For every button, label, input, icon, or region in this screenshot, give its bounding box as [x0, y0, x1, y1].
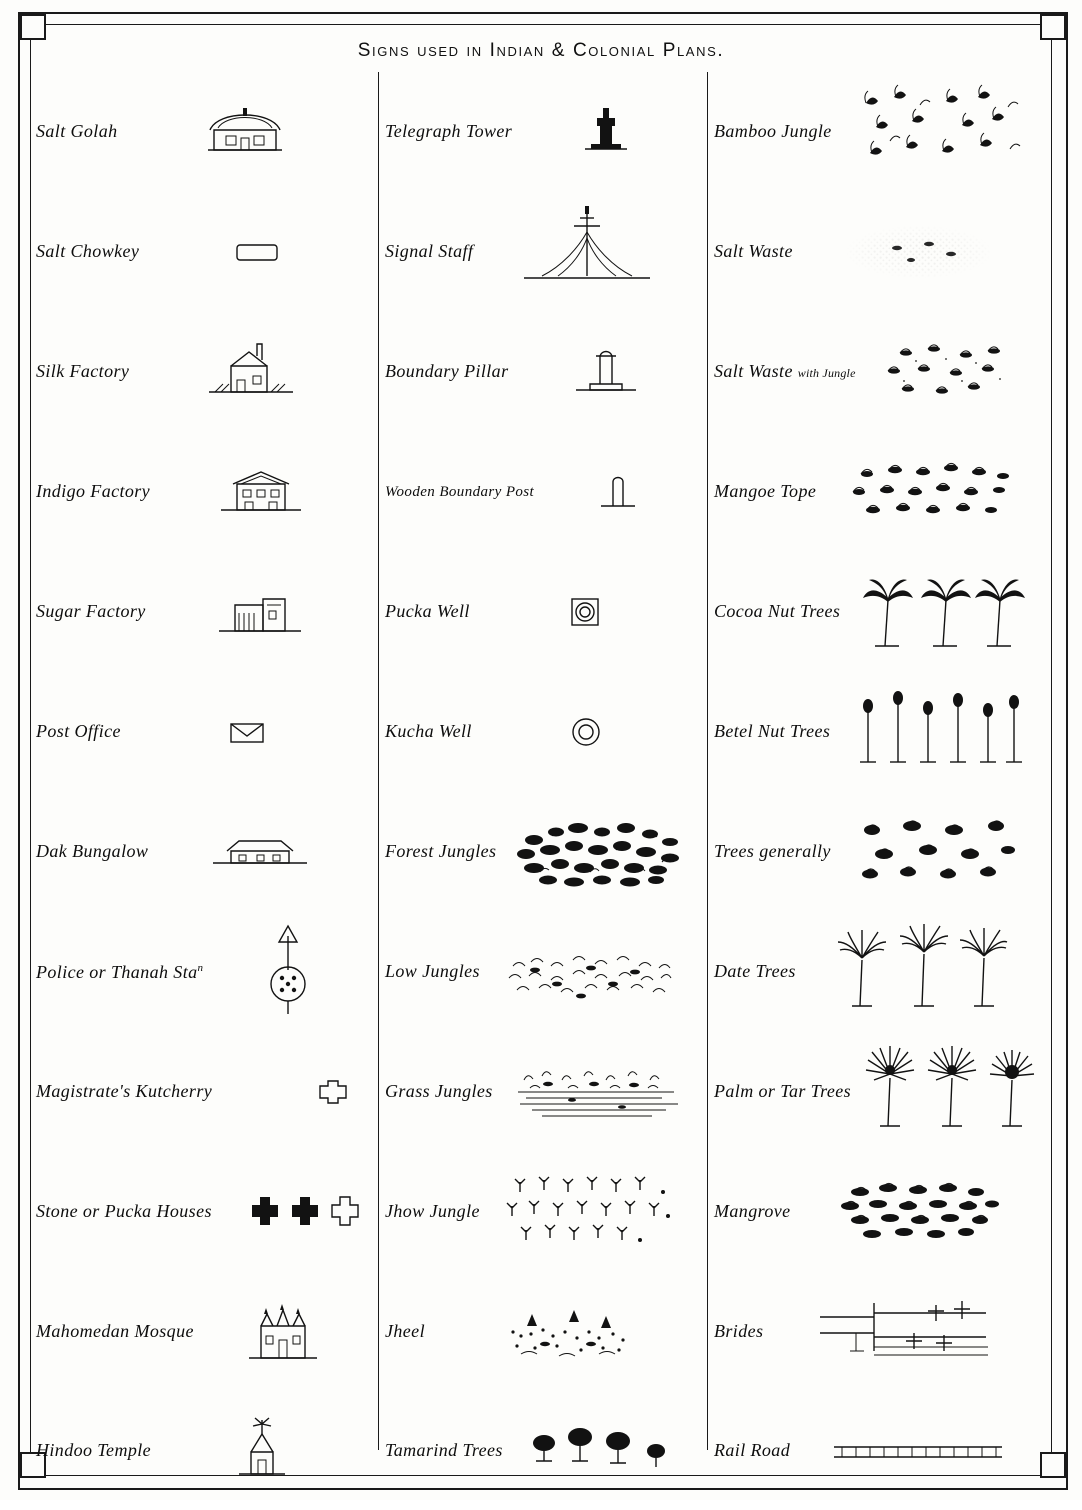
legend-row-betel-nut-trees: [708, 672, 1050, 792]
legend-label: Sugar Factory: [36, 601, 146, 622]
legend-label: Mangrove: [714, 1201, 791, 1222]
legend-row-post-office: [30, 672, 378, 792]
betel-nut-trees-icon: [830, 672, 1044, 792]
magistrates-kutcherry-cross-icon: [212, 1032, 372, 1152]
legend-row-mahomedan-mosque: [30, 1272, 378, 1392]
silk-factory-building-icon: [129, 312, 372, 432]
wooden-boundary-post-icon: [534, 432, 701, 552]
legend-label: Date Trees: [714, 961, 796, 982]
legend-label: Cocoa Nut Trees: [714, 601, 841, 622]
trees-generally-icon: [831, 792, 1044, 912]
legend-row-signal-staff: [379, 192, 707, 312]
legend-label: Silk Factory: [36, 361, 130, 382]
legend-label: Jhow Jungle: [385, 1201, 480, 1222]
jhow-jungle-tufts-icon: [480, 1152, 701, 1272]
salt-golah-hut-icon: [118, 72, 372, 192]
salt-waste-with-jungle-icon: [856, 312, 1044, 432]
legend-row-rail-road: [708, 1392, 1050, 1510]
legend-label: Rail Road: [714, 1440, 791, 1461]
legend-row-salt-waste: [708, 192, 1050, 312]
legend-row-boundary-pillar: [379, 312, 707, 432]
corner-mark-top-right: [1040, 14, 1066, 40]
legend-label: Tamarind Trees: [385, 1440, 503, 1461]
legend-row-tamarind-trees: [379, 1392, 707, 1510]
legend-row-salt-golah: [30, 72, 378, 192]
legend-row-salt-waste-with-jungle: [708, 312, 1050, 432]
legend-row-mangrove: [708, 1152, 1050, 1272]
bamboo-jungle-icon: [832, 72, 1044, 192]
corner-mark-top-left: [20, 14, 46, 40]
legend-row-salt-chowkey: [30, 192, 378, 312]
legend-row-palm-or-tar-trees: [708, 1032, 1050, 1152]
stone-pucka-houses-crosses-icon: [212, 1152, 372, 1272]
boundary-pillar-icon: [509, 312, 702, 432]
legend-label: Brides: [714, 1321, 764, 1342]
legend-label: Mahomedan Mosque: [36, 1321, 194, 1342]
police-station-disc-flag-icon: [203, 912, 372, 1032]
legend-label: Bamboo Jungle: [714, 121, 832, 142]
legend-row-wooden-boundary-post: [379, 432, 707, 552]
legend-row-police-station: [30, 912, 378, 1032]
legend-row-bamboo-jungle: [708, 72, 1050, 192]
legend-label: Police or Thanah Sta$^n$: [36, 961, 204, 982]
legend-row-dak-bungalow: [30, 792, 378, 912]
kucha-well-circle-icon: [472, 672, 701, 792]
legend-row-grass-jungles: [379, 1032, 707, 1152]
legend-label: Hindoo Temple: [36, 1440, 152, 1461]
legend-column-1: [30, 72, 378, 1461]
grass-jungle-patch-icon: [493, 1032, 701, 1152]
bridge-icon: [763, 1272, 1044, 1392]
forest-jungle-patch-icon: [496, 792, 701, 912]
legend-label: Palm or Tar Trees: [714, 1081, 852, 1102]
legend-row-telegraph-tower: [379, 72, 707, 192]
legend-row-kucha-well: [379, 672, 707, 792]
legend-table: [30, 72, 1050, 1461]
legend-label: Dak Bungalow: [36, 841, 149, 862]
sugar-factory-building-icon: [146, 552, 372, 672]
legend-label: Salt Waste with Jungle: [714, 361, 856, 382]
legend-label: Kucha Well: [385, 721, 472, 742]
legend-label: Salt Chowkey: [36, 241, 140, 262]
legend-row-stone-pucka-houses: [30, 1152, 378, 1272]
hindoo-temple-icon: [151, 1392, 372, 1510]
legend-row-low-jungles: [379, 912, 707, 1032]
legend-row-pucka-well: [379, 552, 707, 672]
legend-label: Salt Golah: [36, 121, 118, 142]
legend-row-mangoe-tope: [708, 432, 1050, 552]
legend-label: Forest Jungles: [385, 841, 497, 862]
legend-label: Wooden Boundary Post: [385, 483, 535, 500]
low-jungle-patch-icon: [480, 912, 701, 1032]
legend-row-cocoa-nut-trees: [708, 552, 1050, 672]
legend-row-trees-generally: [708, 792, 1050, 912]
legend-label: Magistrate's Kutcherry: [36, 1081, 213, 1102]
legend-row-silk-factory: [30, 312, 378, 432]
legend-label: Mangoe Tope: [714, 481, 817, 502]
date-trees-icon: [796, 912, 1044, 1032]
legend-row-sugar-factory: [30, 552, 378, 672]
legend-label: Jheel: [385, 1321, 425, 1342]
legend-label: Salt Waste: [714, 241, 793, 262]
legend-label: Trees generally: [714, 841, 831, 862]
legend-label: Post Office: [36, 721, 121, 742]
pucka-well-square-circle-icon: [470, 552, 701, 672]
legend-row-brides: [708, 1272, 1050, 1392]
legend-row-forest-jungles: [379, 792, 707, 912]
legend-row-hindoo-temple: [30, 1392, 378, 1510]
legend-column-3: [708, 72, 1050, 1461]
salt-waste-stipple-icon: [793, 192, 1044, 312]
legend-row-jheel: [379, 1272, 707, 1392]
legend-row-jhow-jungle: [379, 1152, 707, 1272]
legend-column-2: [378, 72, 708, 1461]
signal-staff-icon: [473, 192, 701, 312]
telegraph-tower-icon: [512, 72, 701, 192]
mangrove-icon: [791, 1152, 1044, 1272]
legend-row-indigo-factory: [30, 432, 378, 552]
legend-label: Betel Nut Trees: [714, 721, 831, 742]
mahomedan-mosque-icon: [194, 1272, 372, 1392]
palm-or-tar-trees-icon: [851, 1032, 1044, 1152]
salt-chowkey-rectangle-icon: [139, 192, 372, 312]
legend-label: Pucka Well: [385, 601, 470, 622]
legend-label: Indigo Factory: [36, 481, 151, 502]
legend-row-date-trees: [708, 912, 1050, 1032]
indigo-factory-building-icon: [150, 432, 372, 552]
page-title: Signs used in Indian & Colonial Plans.: [357, 40, 725, 61]
legend-row-magistrates-kutcherry: [30, 1032, 378, 1152]
legend-label: Grass Jungles: [385, 1081, 493, 1102]
tamarind-trees-icon: [503, 1392, 701, 1510]
legend-label: Boundary Pillar: [385, 361, 509, 382]
legend-label: Telegraph Tower: [385, 121, 513, 142]
dak-bungalow-icon: [148, 792, 372, 912]
legend-label: Low Jungles: [385, 961, 480, 982]
post-office-envelope-icon: [121, 672, 372, 792]
cocoa-nut-trees-icon: [840, 552, 1044, 672]
jheel-marsh-icon: [425, 1272, 701, 1392]
legend-label: Stone or Pucka Houses: [36, 1201, 212, 1222]
mangoe-tope-icon: [816, 432, 1044, 552]
rail-road-icon: [790, 1392, 1044, 1510]
legend-label: Signal Staff: [385, 241, 474, 262]
